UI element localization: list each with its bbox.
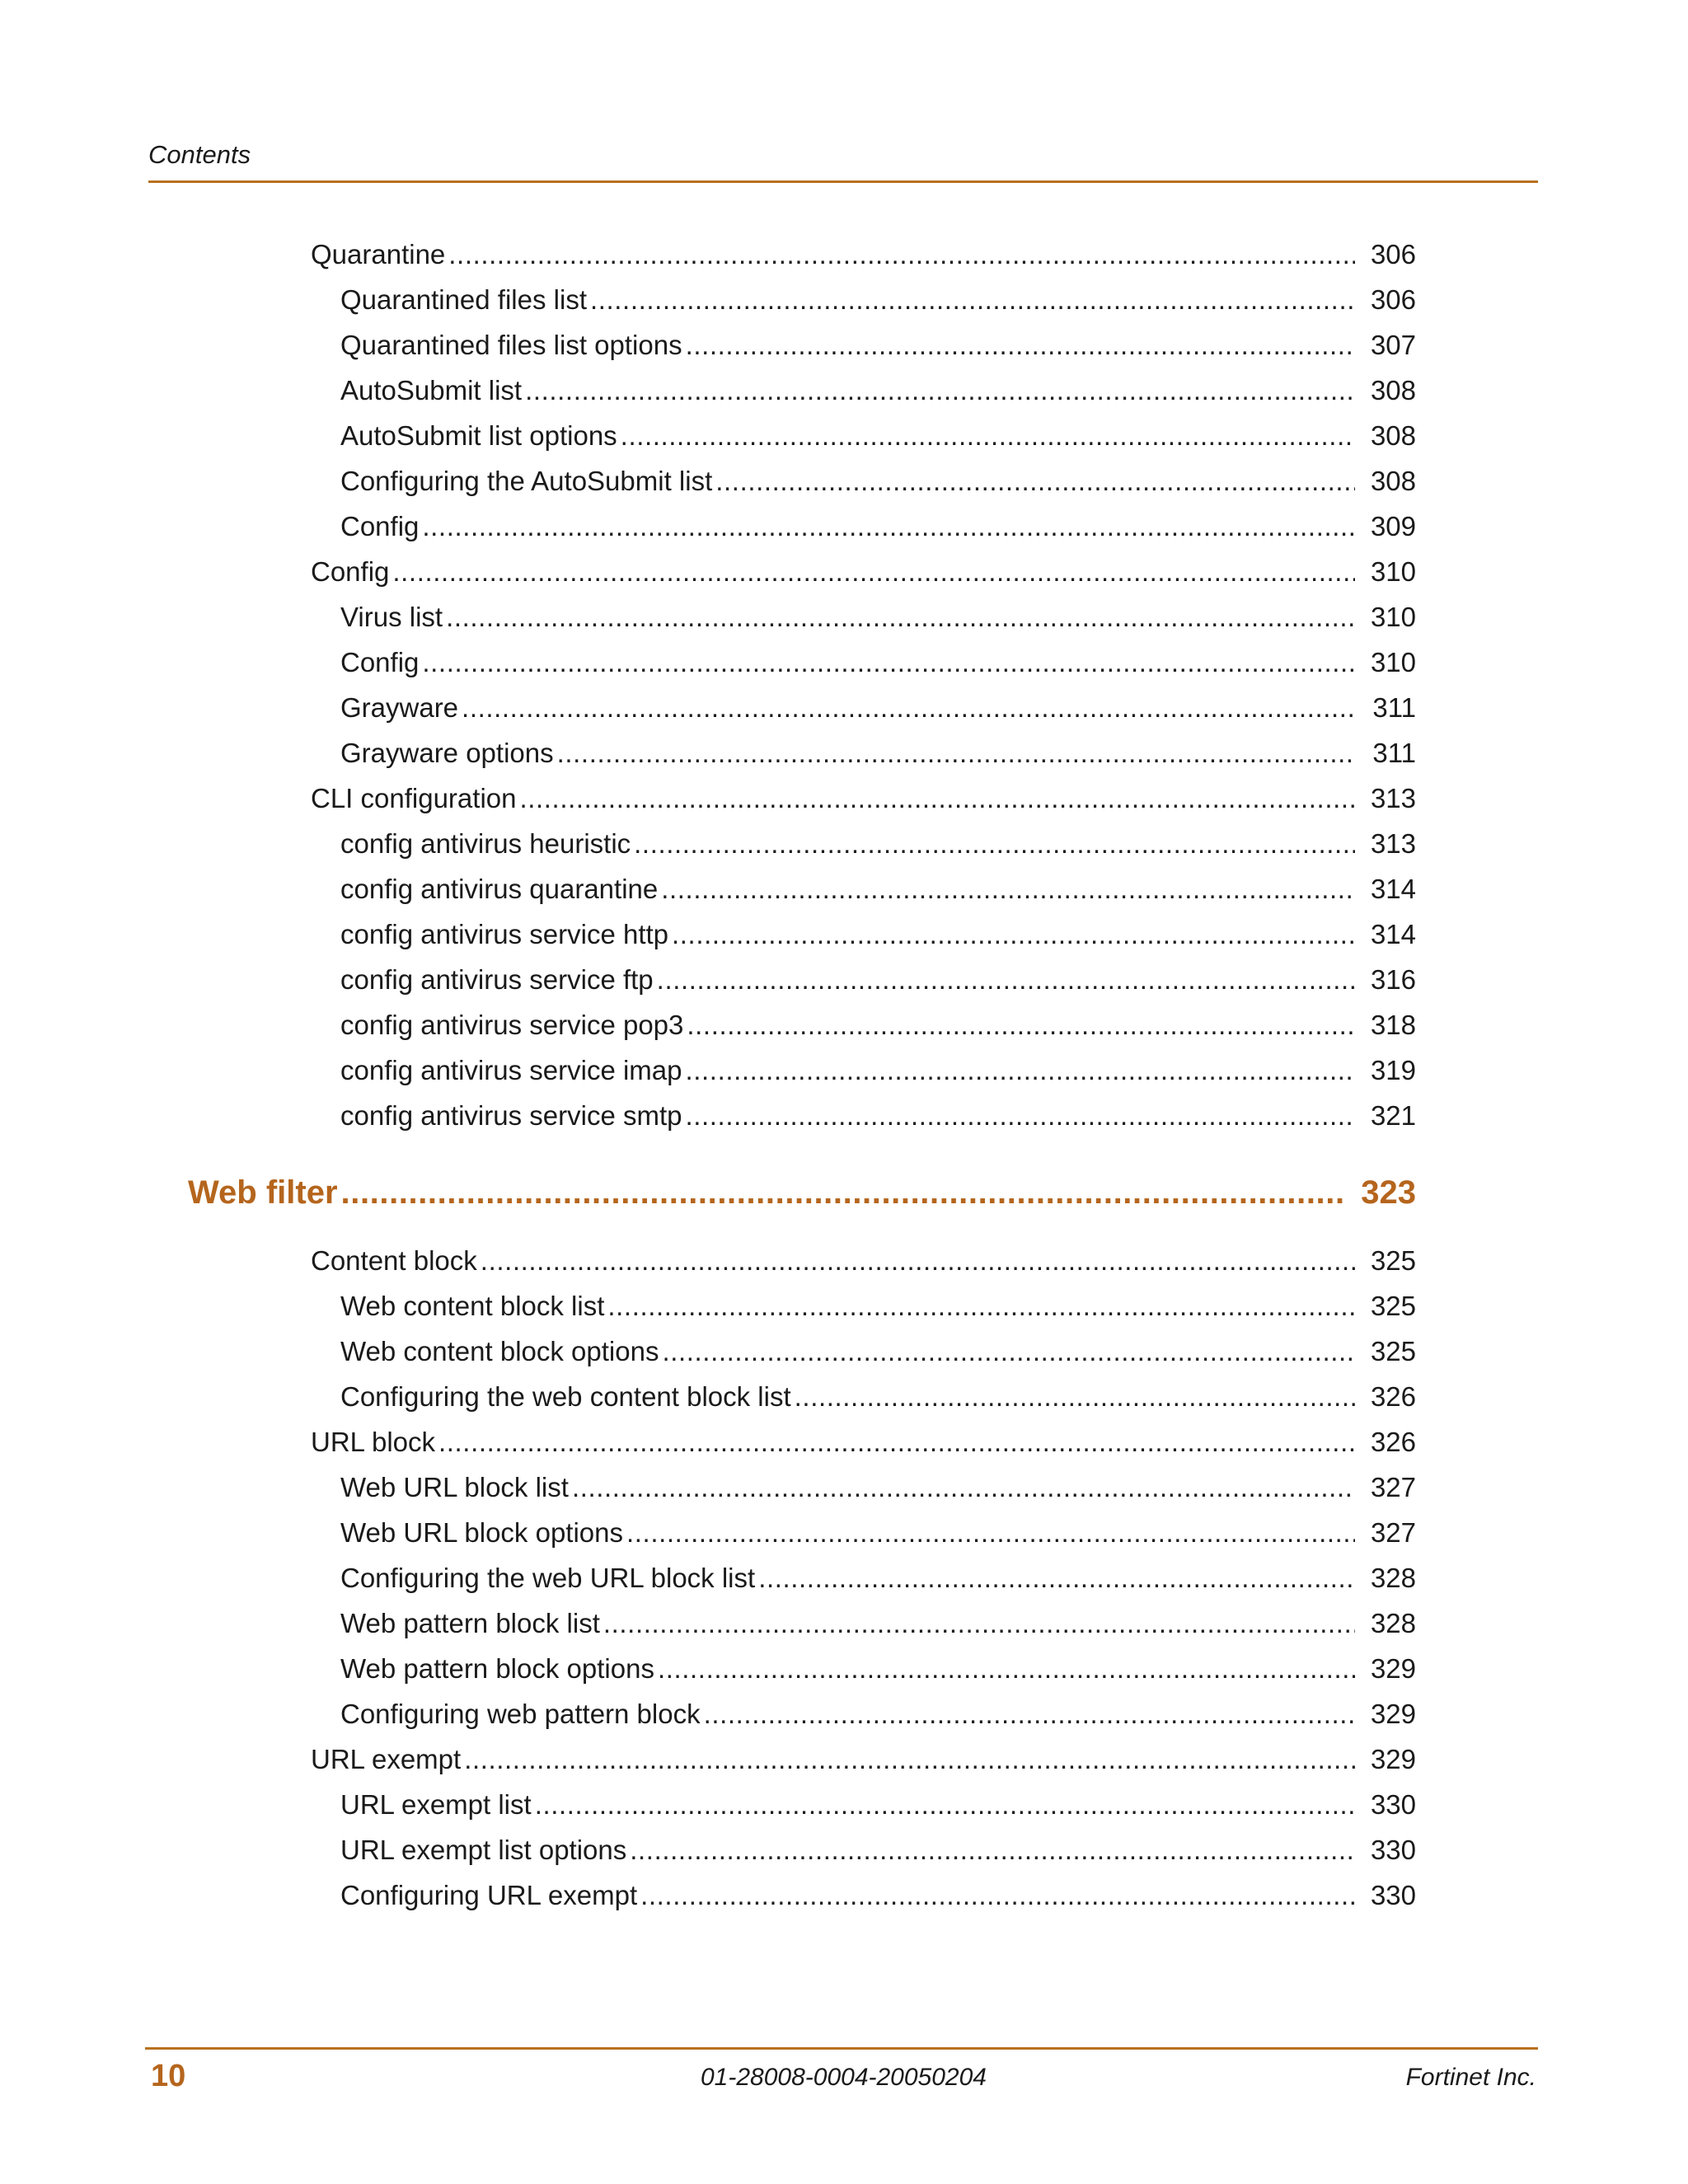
toc-entry-page: 310 <box>1370 556 1416 587</box>
dot-leader <box>686 329 1355 362</box>
toc-entry-title: Configuring URL exempt <box>340 1880 638 1910</box>
toc-entry-title: Config <box>311 556 390 587</box>
footer-company-name: Fortinet Inc. <box>1405 2064 1536 2091</box>
dot-leader <box>795 1380 1355 1413</box>
toc-entry-title: Web content block list <box>340 1291 605 1321</box>
toc-entry-autosubmit-list-options[interactable] <box>340 419 1416 452</box>
toc-entry-page: 329 <box>1370 1653 1416 1684</box>
dot-leader <box>658 1652 1355 1685</box>
toc-entry-page: 319 <box>1370 1055 1416 1085</box>
dot-leader <box>758 1562 1355 1595</box>
toc-entry-title: config antivirus service smtp <box>340 1100 682 1131</box>
toc-entry-title: Config <box>340 511 420 541</box>
toc-entry-quarantine[interactable] <box>311 238 1416 271</box>
dot-leader <box>422 646 1355 679</box>
toc-entry-title: Web URL block list <box>340 1472 569 1502</box>
toc-entry-page: 325 <box>1370 1245 1416 1276</box>
toc-entry-title: config antivirus heuristic <box>340 828 631 859</box>
toc-entry-title: Content block <box>311 1245 477 1276</box>
toc-entry-page: 311 <box>1372 738 1416 768</box>
toc-entry-page: 314 <box>1370 874 1416 904</box>
toc-entry-page: 321 <box>1370 1100 1416 1131</box>
toc-entry-title: Configuring the AutoSubmit list <box>340 466 713 496</box>
toc-entry-url-exempt-list-options[interactable] <box>340 1834 1416 1867</box>
toc-entry-configuring-web-content-block-list[interactable] <box>340 1380 1416 1413</box>
toc-entry-title: Web pattern block options <box>340 1653 654 1684</box>
toc-entry-web-pattern-block-options[interactable] <box>340 1652 1416 1685</box>
toc-entry-page: 310 <box>1370 647 1416 677</box>
toc-entry-config[interactable] <box>340 510 1416 543</box>
dot-leader <box>557 737 1355 770</box>
toc-entry-title: Quarantined files list options <box>340 330 682 360</box>
toc-entry-page: 308 <box>1370 466 1416 496</box>
toc-entry-cli-configuration[interactable] <box>311 782 1416 815</box>
toc-entry-title: config antivirus service http <box>340 919 669 949</box>
dot-leader <box>626 1516 1355 1549</box>
toc-entry-page: 325 <box>1370 1336 1416 1366</box>
toc-entry-title: config antivirus service imap <box>340 1055 682 1085</box>
toc-entry-grayware[interactable] <box>340 691 1416 724</box>
toc-entry-url-block[interactable] <box>311 1426 1416 1459</box>
toc-entry-configuring-autosubmit-list[interactable] <box>340 465 1416 498</box>
toc-entry-configuring-url-exempt[interactable] <box>340 1879 1416 1912</box>
toc-entry-page: 327 <box>1370 1472 1416 1502</box>
toc-entry-grayware-options[interactable] <box>340 737 1416 770</box>
toc-entry-autosubmit-list[interactable] <box>340 374 1416 407</box>
toc-entry-web-content-block-list[interactable] <box>340 1290 1416 1323</box>
toc-entry-title: CLI configuration <box>311 783 517 813</box>
toc-entry-page: 310 <box>1370 602 1416 632</box>
dot-leader <box>657 963 1355 996</box>
toc-entry-page: 314 <box>1370 919 1416 949</box>
toc-entry-quarantined-files-list[interactable] <box>340 284 1416 316</box>
toc-entry-page: 308 <box>1370 375 1416 405</box>
toc-chapter-page: 323 <box>1361 1174 1416 1211</box>
dot-leader <box>572 1471 1355 1504</box>
toc-entry-config[interactable] <box>340 646 1416 679</box>
toc-entry-page: 306 <box>1370 239 1416 269</box>
toc-entry-title: Grayware options <box>340 738 554 768</box>
toc-entry-title: Web content block options <box>340 1336 659 1366</box>
dot-leader <box>603 1607 1355 1640</box>
toc-entry-config-section[interactable] <box>311 555 1416 588</box>
running-header: Contents <box>148 140 251 169</box>
toc-entry-config-antivirus-service-http[interactable] <box>340 918 1416 951</box>
toc-entry-title: config antivirus service ftp <box>340 964 654 995</box>
toc-entry-page: 330 <box>1370 1789 1416 1820</box>
toc-entry-page: 309 <box>1370 511 1416 541</box>
dot-leader <box>685 1099 1355 1132</box>
toc-entry-page: 308 <box>1370 420 1416 451</box>
toc-entry-title: URL block <box>311 1427 435 1457</box>
header-divider <box>148 180 1538 183</box>
toc-entry-title: Grayware <box>340 692 459 723</box>
toc-entry-page: 318 <box>1370 1010 1416 1040</box>
toc-entry-title: Config <box>340 647 420 677</box>
dot-leader <box>438 1426 1355 1459</box>
toc-entry-virus-list[interactable] <box>340 601 1416 634</box>
dot-leader <box>464 1743 1355 1776</box>
dot-leader <box>704 1698 1355 1731</box>
footer-document-id: 01-28008-0004-20050204 <box>701 2064 987 2091</box>
toc-entry-config-antivirus-service-ftp[interactable] <box>340 963 1416 996</box>
toc-entry-page: 328 <box>1370 1608 1416 1638</box>
footer-page-number: 10 <box>151 2059 186 2093</box>
toc-entry-title: Configuring the web URL block list <box>340 1563 756 1593</box>
toc-entry-title: Quarantine <box>311 239 446 269</box>
toc-chapter-web-filter[interactable] <box>188 1172 1416 1213</box>
toc-entry-title: Web pattern block list <box>340 1608 600 1638</box>
toc-entry-page: 327 <box>1370 1517 1416 1548</box>
toc-entry-title: AutoSubmit list <box>340 375 523 405</box>
toc-entry-url-exempt-list[interactable] <box>340 1788 1416 1821</box>
dot-leader <box>607 1290 1355 1323</box>
toc-entry-content-block[interactable] <box>311 1244 1416 1277</box>
toc-entry-page: 326 <box>1370 1381 1416 1412</box>
toc-entry-title: config antivirus service pop3 <box>340 1010 684 1040</box>
dot-leader <box>715 465 1355 498</box>
toc-entry-quarantined-files-list-options[interactable] <box>340 329 1416 362</box>
dot-leader <box>525 374 1355 407</box>
dot-leader <box>590 284 1355 316</box>
toc-entry-web-url-block-options[interactable] <box>340 1516 1416 1549</box>
toc-entry-page: 313 <box>1370 828 1416 859</box>
toc-entry-page: 306 <box>1370 284 1416 315</box>
toc-entry-config-antivirus-service-pop3[interactable] <box>340 1009 1416 1042</box>
toc-entry-page: 330 <box>1370 1880 1416 1910</box>
dot-leader <box>630 1834 1355 1867</box>
dot-leader <box>481 1244 1355 1277</box>
toc-entry-title: URL exempt list <box>340 1789 532 1820</box>
toc-entry-title: Quarantined files list <box>340 284 587 315</box>
toc-entry-config-antivirus-heuristic[interactable] <box>340 827 1416 860</box>
toc-entry-title: Virus list <box>340 602 443 632</box>
dot-leader <box>535 1788 1355 1821</box>
dot-leader <box>448 238 1355 271</box>
dot-leader <box>672 918 1355 951</box>
dot-leader <box>621 419 1355 452</box>
dot-leader <box>634 827 1355 860</box>
toc-entry-config-antivirus-service-smtp[interactable] <box>340 1099 1416 1132</box>
toc-entry-title: AutoSubmit list options <box>340 420 617 451</box>
toc-entry-page: 307 <box>1370 330 1416 360</box>
toc-entry-page: 329 <box>1370 1699 1416 1729</box>
dot-leader <box>392 555 1355 588</box>
toc-entry-title: config antivirus quarantine <box>340 874 659 904</box>
toc-entry-title: Configuring web pattern block <box>340 1699 701 1729</box>
dot-leader <box>446 601 1355 634</box>
toc-entry-page: 326 <box>1370 1427 1416 1457</box>
toc-entry-page: 313 <box>1370 783 1416 813</box>
toc-entry-title: URL exempt list options <box>340 1835 627 1865</box>
toc-entry-web-pattern-block-list[interactable] <box>340 1607 1416 1640</box>
toc-entry-configuring-web-pattern-block[interactable] <box>340 1698 1416 1731</box>
toc-entry-page: 325 <box>1370 1291 1416 1321</box>
toc-entry-page: 328 <box>1370 1563 1416 1593</box>
toc-entry-web-content-block-options[interactable] <box>340 1335 1416 1368</box>
toc-entry-web-url-block-list[interactable] <box>340 1471 1416 1504</box>
dot-leader <box>662 1335 1355 1368</box>
dot-leader <box>686 1054 1356 1087</box>
toc-entry-page: 311 <box>1372 692 1416 723</box>
toc-entry-page: 316 <box>1370 964 1416 995</box>
toc-chapter-title: Web filter <box>188 1174 338 1211</box>
toc-entry-url-exempt[interactable] <box>311 1743 1416 1776</box>
toc-entry-title: URL exempt <box>311 1744 462 1774</box>
toc-entry-configuring-web-url-block-list[interactable] <box>340 1562 1416 1595</box>
dot-leader <box>640 1879 1355 1912</box>
dot-leader <box>422 510 1355 543</box>
dot-leader <box>687 1009 1355 1042</box>
dot-leader <box>462 691 1355 724</box>
dot-leader <box>661 873 1355 906</box>
toc-entry-title: Configuring the web content block list <box>340 1381 791 1412</box>
toc-entry-page: 329 <box>1370 1744 1416 1774</box>
toc-entry-title: Web URL block options <box>340 1517 624 1548</box>
footer-divider <box>145 2047 1538 2050</box>
dot-leader <box>519 782 1355 815</box>
dot-leader <box>341 1172 1347 1213</box>
toc-entry-config-antivirus-service-imap[interactable] <box>340 1054 1416 1087</box>
toc-entry-page: 330 <box>1370 1835 1416 1865</box>
toc-entry-config-antivirus-quarantine[interactable] <box>340 873 1416 906</box>
